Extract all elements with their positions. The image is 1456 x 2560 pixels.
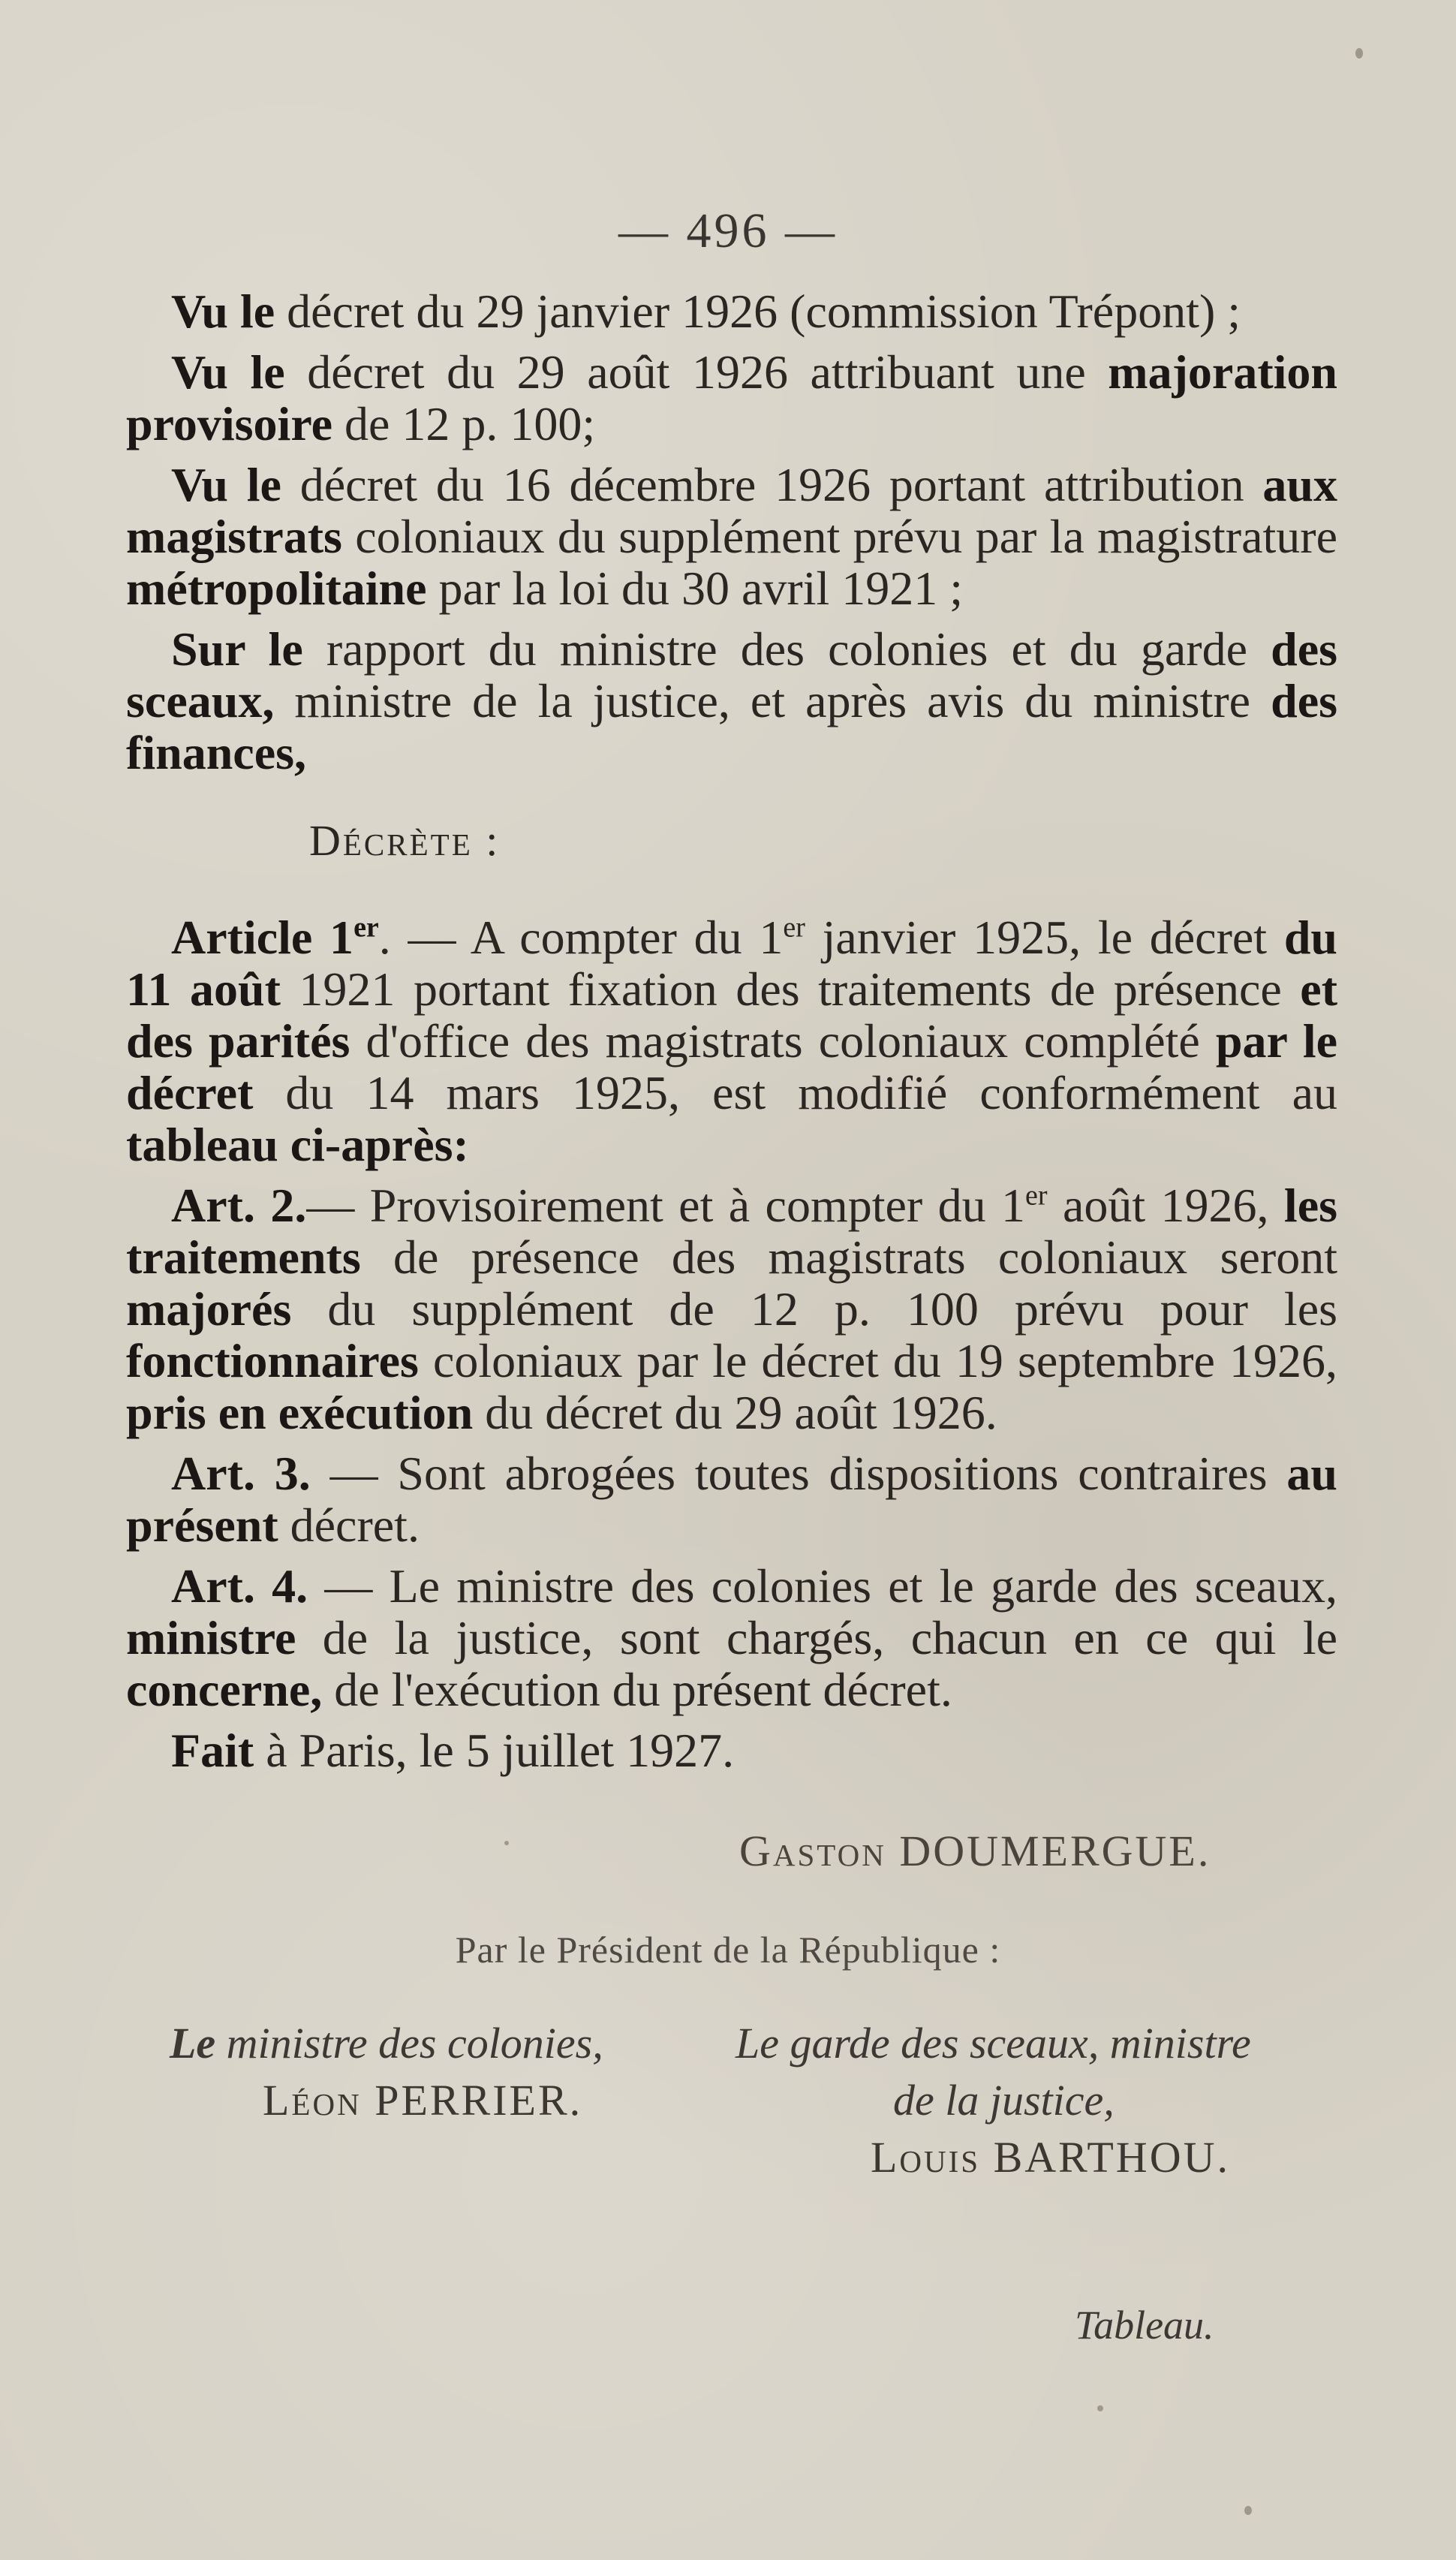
superscript: er <box>1025 1179 1048 1212</box>
preamble-paragraph-1 <box>126 285 1337 337</box>
text: — Provisoirement et à compter du 1 <box>306 1179 1026 1232</box>
text: décret du 16 décembre 1926 portant attribution <box>281 458 1263 511</box>
bold-text: fonctionnaires <box>126 1334 419 1387</box>
bold-text: Vu le <box>171 285 275 338</box>
text: . — A compter du 1 <box>378 911 784 964</box>
by-president-line: Par le Président de la République : <box>455 1929 1001 1971</box>
article-paragraph-1 <box>126 911 1337 1170</box>
catchword: Tableau. <box>1075 2302 1214 2348</box>
text: de l'exécution du présent décret. <box>322 1663 952 1716</box>
minister-justice-block <box>736 2015 1351 2186</box>
preamble-paragraph-4 <box>126 623 1337 779</box>
bold-text: au présent <box>126 1447 1337 1552</box>
bold-text: ministre <box>126 1611 296 1664</box>
bold-text: métropolitaine <box>126 562 427 615</box>
bold-text: Art. 4. <box>171 1559 308 1613</box>
paper-speck <box>504 1841 509 1845</box>
minister-colonies-name: Léon PERRIER. <box>263 2076 583 2125</box>
bold-text: aux magistrats <box>126 458 1338 563</box>
bold-text: des finances, <box>126 674 1337 779</box>
text: ministre de la justice, et après avis du ministre <box>274 674 1271 727</box>
minister-justice-name: Louis BARTHOU. <box>871 2133 1230 2182</box>
bold-text: majoration provisoire <box>126 345 1338 450</box>
bold-text: pris en exécution <box>126 1386 474 1439</box>
text: coloniaux par le décret du 19 septembre 1926, <box>418 1334 1337 1387</box>
bold-text: du 11 août <box>126 911 1338 1016</box>
bold-text: et des parités <box>126 962 1338 1068</box>
article-paragraph-2 <box>126 1179 1337 1438</box>
preamble <box>126 285 1337 779</box>
minister-colonies-title <box>170 2015 710 2072</box>
bold-text: les traitements <box>126 1179 1337 1284</box>
text: d'office des magistrats coloniaux complété <box>350 1014 1216 1068</box>
bold-text: Article 1 <box>171 911 354 964</box>
bold-text: Fait <box>171 1724 254 1777</box>
bold-text: Sur le <box>171 622 303 676</box>
superscript: er <box>783 911 805 944</box>
text: 1921 portant fixation des traitements de présence <box>280 962 1301 1016</box>
president-signature: Gaston DOUMERGUE. <box>739 1827 1211 1875</box>
bold-text: majorés <box>126 1282 292 1336</box>
bold-text: Art. 2. <box>171 1179 307 1232</box>
paper-speck <box>1244 2506 1252 2515</box>
text: coloniaux du supplément prévu par la magistrature <box>341 510 1337 563</box>
minister-colonies-le: Le <box>170 2019 216 2068</box>
article-paragraph-4 <box>126 1560 1337 1715</box>
text: rapport du ministre des colonies et du garde <box>302 622 1271 676</box>
text: par la loi du 30 avril 1921 ; <box>426 562 964 615</box>
bold-text: Vu le <box>171 458 281 511</box>
bold-text: Art. 3. <box>171 1447 311 1500</box>
text: août 1926, <box>1047 1179 1284 1232</box>
text: décret du 29 août 1926 attribuant une <box>284 345 1109 399</box>
text: — Le ministre des colonies et le garde des sceaux, <box>308 1559 1338 1613</box>
paper-speck <box>1355 48 1363 59</box>
text: décret. <box>278 1498 420 1552</box>
bold-text: par le décret <box>126 1014 1337 1119</box>
article-paragraph-5 <box>126 1724 1337 1776</box>
bold-text: des sceaux, <box>126 622 1338 727</box>
text: — Sont abrogées toutes dispositions contraires <box>310 1447 1287 1500</box>
paper-speck <box>1097 2405 1103 2411</box>
article-paragraph-3 <box>126 1447 1337 1551</box>
minister-colonies-block <box>170 2015 710 2129</box>
decree-body <box>126 285 1337 1785</box>
text: de présence des magistrats coloniaux seront <box>360 1230 1337 1284</box>
preamble-paragraph-3 <box>126 459 1337 614</box>
superscript: er <box>353 911 379 944</box>
minister-justice-title-line1: Le garde des sceaux, ministre <box>736 2019 1251 2068</box>
text: du supplément de 12 p. 100 prévu pour les <box>291 1282 1337 1336</box>
bold-text: tableau ci-après: <box>126 1118 469 1171</box>
decree-heading: Décrète : <box>309 816 501 865</box>
minister-colonies-title-text: ministre des colonies, <box>226 2019 603 2068</box>
text: du 14 mars 1925, est modifié conformément au <box>253 1066 1337 1119</box>
preamble-paragraph-2 <box>126 346 1337 450</box>
text: de la justice, sont chargés, chacun en ce qui le <box>296 1611 1337 1664</box>
bold-text: Vu le <box>171 345 285 399</box>
minister-justice-title-line2: de la justice, <box>893 2076 1115 2125</box>
text: janvier 1925, le décret <box>805 911 1284 964</box>
text: du décret du 29 août 1926. <box>473 1386 997 1439</box>
text: à Paris, le 5 juillet 1927. <box>254 1724 735 1777</box>
bold-text: concerne, <box>126 1663 323 1716</box>
text: de 12 p. 100; <box>332 397 596 450</box>
text: décret du 29 janvier 1926 (commission Trépont) ; <box>275 285 1241 338</box>
page-number: — 496 — <box>618 203 838 258</box>
articles <box>126 911 1337 1776</box>
